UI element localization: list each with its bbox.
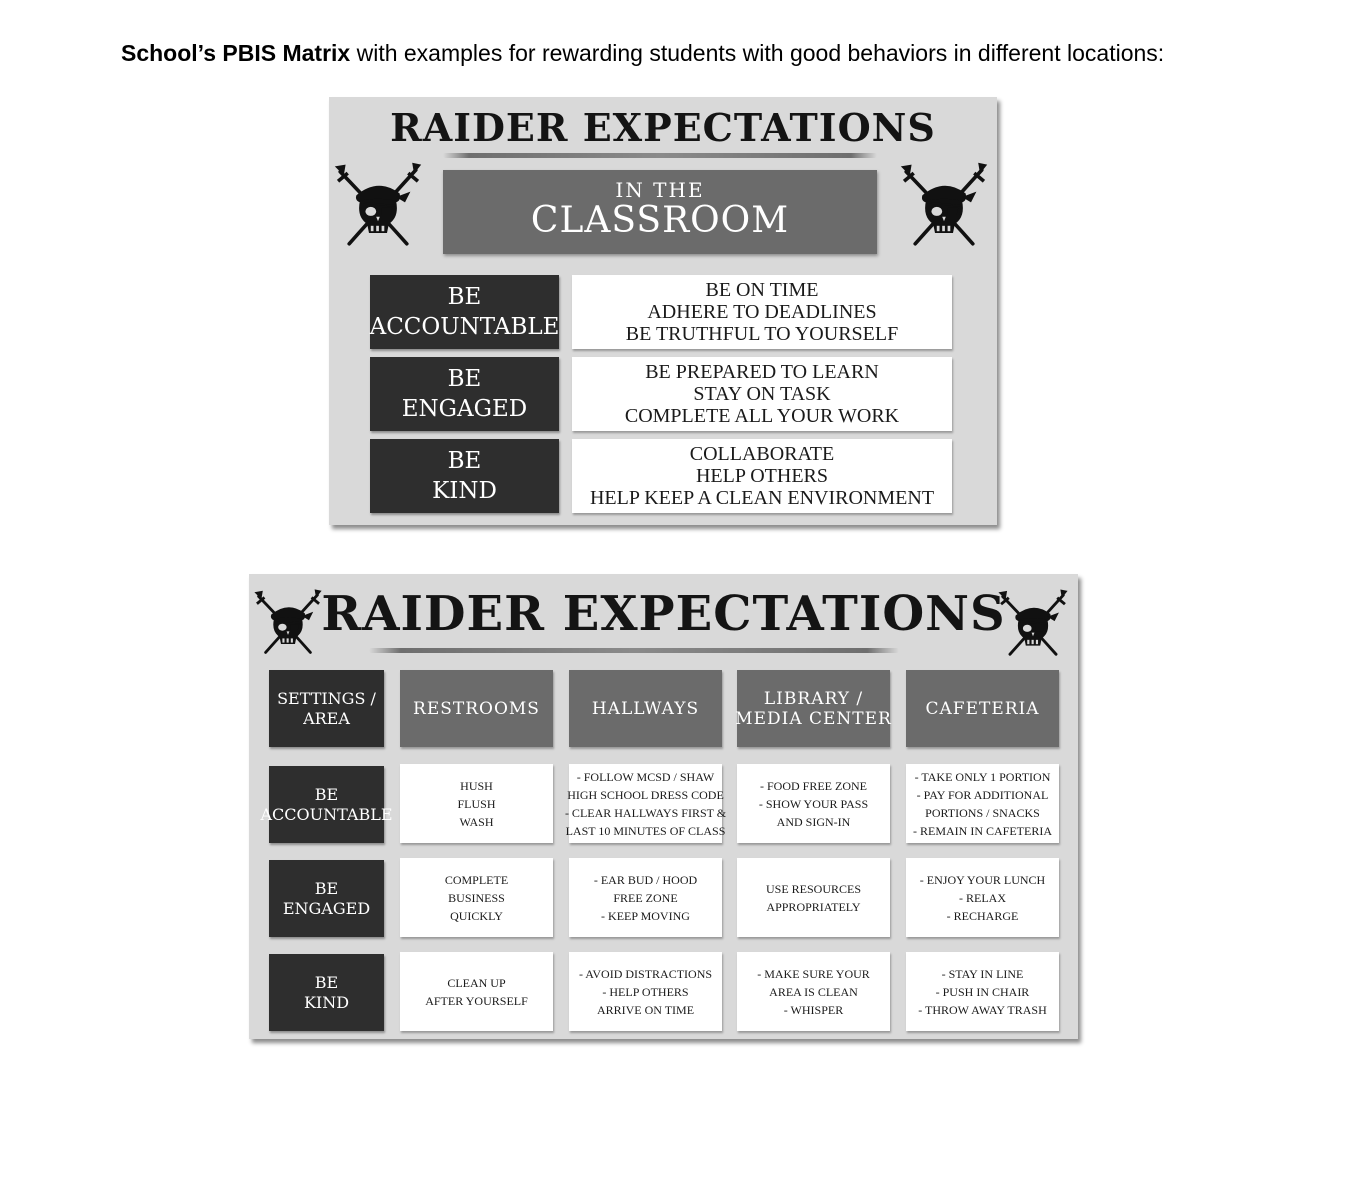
- matrix-cell-line-line: LAST 10 MINUTES OF CLASS: [565, 823, 726, 838]
- matrix-cell-line: [757, 965, 870, 1019]
- intro-text: with examples for rewarding students with good behaviors in different locations:: [350, 40, 1165, 66]
- matrix-cell-line-line: - THROW AWAY TRASH: [918, 1002, 1047, 1017]
- matrix-cell-line-line: ARRIVE ON TIME: [596, 1002, 695, 1017]
- matrix-cell-line-line: - SHOW YOUR PASS: [758, 796, 869, 811]
- matrix-cell-line: [579, 965, 712, 1019]
- location-header: [569, 670, 722, 747]
- settings-area-text: [277, 689, 376, 729]
- behavior-label-text-line: BE: [314, 878, 339, 898]
- matrix-cell-line: [445, 871, 508, 925]
- matrix-cell-line-line: USE RESOURCES: [765, 881, 862, 896]
- matrix-cell-line-line: FREE ZONE: [613, 890, 678, 905]
- matrix-cell-line-line: - STAY IN LINE: [941, 966, 1024, 981]
- behavior-example-line: BE PREPARED TO LEARN: [645, 361, 879, 383]
- matrix-cell-line-line: APPROPRIATELY: [766, 899, 861, 914]
- behavior-label-text: [304, 973, 349, 1013]
- location-header-text-line: CAFETERIA: [925, 698, 1040, 719]
- banner-subtitle: IN THE: [615, 178, 705, 202]
- matrix-cell-line-line: - PAY FOR ADDITIONAL: [916, 787, 1049, 802]
- behavior-label-text: [283, 879, 370, 919]
- behavior-example-line: BE ON TIME: [705, 279, 819, 301]
- behavior-example-line: ADHERE TO DEADLINES: [647, 301, 877, 323]
- matrix-cell: [906, 952, 1059, 1031]
- behavior-examples: [572, 439, 952, 513]
- behavior-examples: [572, 275, 952, 349]
- poster-title: RAIDER EXPECTATIONS: [390, 105, 936, 150]
- behavior-label: [269, 860, 384, 937]
- matrix-cell-line-line: AND SIGN-IN: [776, 814, 851, 829]
- matrix-cell: [564, 764, 727, 843]
- location-header-text-line: MEDIA CENTER: [735, 708, 892, 729]
- matrix-cell-line-line: - KEEP MOVING: [601, 908, 690, 923]
- behavior-label-text: [432, 446, 497, 506]
- title-underline: [369, 648, 899, 653]
- behavior-label: [269, 954, 384, 1031]
- settings-matrix-poster: [249, 574, 1078, 1039]
- banner-title: CLASSROOM: [530, 200, 790, 241]
- behavior-label-text-line: KIND: [432, 478, 497, 504]
- poster-title: RAIDER EXPECTATIONS: [321, 586, 1006, 642]
- matrix-cell: [400, 952, 553, 1031]
- behavior-label-text-line: ENGAGED: [401, 396, 528, 422]
- matrix-cell-line-line: COMPLETE: [444, 872, 509, 887]
- behavior-label-text-line: BE: [314, 972, 339, 992]
- matrix-cell-line-line: AFTER YOURSELF: [425, 993, 528, 1008]
- matrix-cell: [906, 858, 1059, 937]
- location-header-text: [592, 699, 699, 719]
- behavior-label-text-line: BE: [447, 448, 482, 474]
- matrix-cell: [569, 858, 722, 937]
- matrix-cell-line-line: AREA IS CLEAN: [769, 984, 858, 999]
- behavior-example-line: COMPLETE ALL YOUR WORK: [624, 405, 900, 427]
- intro-bold: School’s PBIS Matrix: [121, 40, 351, 66]
- location-header-text-line: LIBRARY /: [763, 688, 864, 709]
- behavior-example-line: HELP OTHERS: [695, 465, 829, 487]
- matrix-cell-line-line: HUSH: [460, 778, 493, 793]
- matrix-cell-line-line: - RELAX: [959, 890, 1006, 905]
- behavior-example-line: COLLABORATE: [689, 443, 835, 465]
- matrix-cell-line-line: WASH: [459, 814, 494, 829]
- matrix-cell-line: [565, 768, 726, 840]
- behavior-label-text: [370, 282, 560, 342]
- settings-area-header: [269, 670, 384, 747]
- location-header-text: [413, 699, 540, 719]
- behavior-label-text: [402, 364, 528, 424]
- matrix-cell: [400, 858, 553, 937]
- behavior-example: [590, 443, 934, 509]
- matrix-cell-line-line: - FOOD FREE ZONE: [759, 778, 867, 793]
- location-header: [906, 670, 1059, 747]
- location-header-text-line: RESTROOMS: [413, 698, 540, 719]
- matrix-cell-line-line: - FOLLOW MCSD / SHAW: [576, 769, 715, 784]
- title-underline: [443, 153, 877, 158]
- matrix-cell-line-line: HIGH SCHOOL DRESS CODE: [567, 787, 724, 802]
- intro-sentence: [121, 38, 1164, 68]
- pirate-skull-right-icon: [897, 161, 991, 251]
- location-header: [400, 670, 553, 747]
- pirate-skull-left-icon: [331, 161, 425, 251]
- location-header-text: [735, 689, 892, 729]
- behavior-example: [625, 361, 899, 427]
- matrix-cell: [400, 764, 553, 843]
- matrix-cell-line-line: - ENJOY YOUR LUNCH: [919, 872, 1046, 887]
- matrix-cell-line-line: CLEAN UP: [447, 975, 506, 990]
- behavior-example: [626, 279, 898, 345]
- matrix-cell-line: [918, 965, 1047, 1019]
- matrix-cell-line: [425, 974, 528, 1010]
- matrix-cell-line-line: - TAKE ONLY 1 PORTION: [914, 769, 1051, 784]
- settings-area-text-line: AREA: [303, 708, 350, 728]
- matrix-cell-line-line: - RECHARGE: [946, 908, 1019, 923]
- behavior-examples: [572, 357, 952, 431]
- location-header: [737, 670, 890, 747]
- matrix-cell-line-line: FLUSH: [457, 796, 496, 811]
- behavior-label: [370, 275, 559, 349]
- matrix-cell-line-line: - PUSH IN CHAIR: [935, 984, 1030, 999]
- behavior-label-text-line: ACCOUNTABLE: [260, 804, 393, 824]
- location-header-text-line: HALLWAYS: [591, 698, 700, 719]
- behavior-label: [370, 357, 559, 431]
- behavior-label-text-line: BE: [447, 366, 482, 392]
- matrix-cell-line-line: - WHISPER: [783, 1002, 844, 1017]
- behavior-example-line: STAY ON TASK: [693, 383, 831, 405]
- behavior-label-text-line: BE: [447, 284, 482, 310]
- matrix-cell-line: [913, 768, 1052, 840]
- matrix-cell-line-line: - MAKE SURE YOUR: [757, 966, 870, 981]
- matrix-cell-line-line: - REMAIN IN CAFETERIA: [913, 823, 1052, 838]
- classroom-banner: [443, 170, 877, 254]
- matrix-cell: [569, 952, 722, 1031]
- behavior-example-line: HELP KEEP A CLEAN ENVIRONMENT: [589, 487, 935, 509]
- matrix-cell-line: [766, 880, 861, 916]
- matrix-cell-line: [920, 871, 1045, 925]
- matrix-cell: [737, 952, 890, 1031]
- behavior-label-text-line: KIND: [303, 992, 350, 1012]
- matrix-cell-line: [457, 777, 495, 831]
- matrix-cell-line: [594, 871, 697, 925]
- settings-area-text-line: SETTINGS /: [277, 688, 376, 708]
- behavior-example-line: BE TRUTHFUL TO YOURSELF: [625, 323, 899, 345]
- location-header-text: [925, 699, 1039, 719]
- behavior-label-text-line: ACCOUNTABLE: [369, 314, 560, 340]
- classroom-expectations-poster: [329, 97, 997, 525]
- matrix-cell-line-line: QUICKLY: [450, 908, 503, 923]
- matrix-cell-line-line: - HELP OTHERS: [602, 984, 689, 999]
- matrix-cell-line-line: - AVOID DISTRACTIONS: [578, 966, 713, 981]
- matrix-cell: [737, 764, 890, 843]
- behavior-label: [370, 439, 559, 513]
- behavior-label: [260, 766, 393, 843]
- matrix-cell: [906, 764, 1059, 843]
- matrix-cell-line: [759, 777, 868, 831]
- matrix-cell-line-line: - EAR BUD / HOOD: [593, 872, 698, 887]
- behavior-label-text: [260, 785, 392, 825]
- matrix-cell-line-line: PORTIONS / SNACKS: [925, 805, 1040, 820]
- behavior-label-text-line: BE: [314, 784, 339, 804]
- matrix-cell-line-line: BUSINESS: [448, 890, 505, 905]
- matrix-cell-line-line: - CLEAR HALLWAYS FIRST &: [564, 805, 727, 820]
- behavior-label-text-line: ENGAGED: [282, 898, 371, 918]
- matrix-cell: [737, 858, 890, 937]
